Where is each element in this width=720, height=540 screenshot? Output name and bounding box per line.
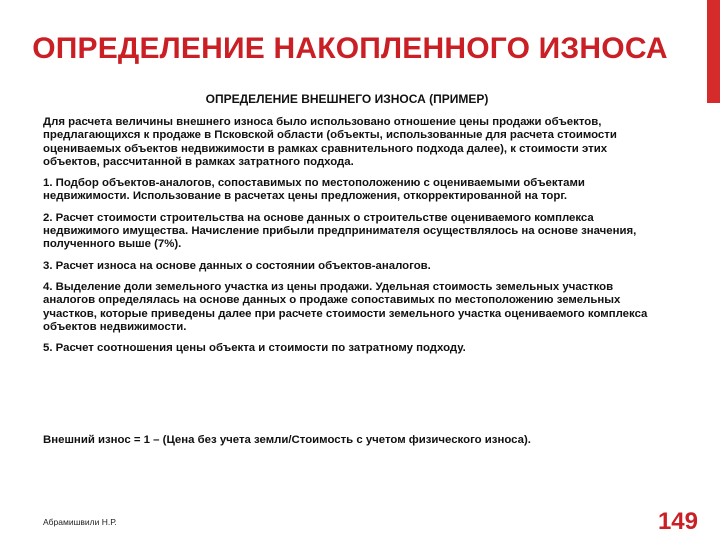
formula: Внешний износ = 1 – (Цена без учета земли/Стоимость с учетом физического износа). xyxy=(43,434,531,446)
step-item: 4. Выделение доли земельного участка из цены продажи. Удельная стоимость земельных участков аналогов определялась на основе данных о продаже сопоставимых по местоположению земельных участков, которые приведены далее при расчете стоимости земельного участка оцениваемого комплекса объектов недвижимости. xyxy=(43,280,648,333)
intro-paragraph: Для расчета величины внешнего износа было использовано отношение цены продажи объектов, предлагающихся к продаже в Псковской области (объекты, использованные для расчета стоимости оцениваемых объектов недвижимости в рамках сравнительного подхода далее), к стоимости этих объектов, рассчитанной в рамках затратного подхода. xyxy=(43,116,617,168)
step-item: 1. Подбор объектов-аналогов, сопоставимых по местоположению с оцениваемыми объектами недвижимости. Использование в расчетах цены предложения, откорректированной на торг. xyxy=(43,177,585,203)
step-item: 5. Расчет соотношения цены объекта и стоимости по затратному подходу. xyxy=(43,342,466,355)
slide-content xyxy=(43,92,651,363)
slide-subtitle: ОПРЕДЕЛЕНИЕ ВНЕШНЕГО ИЗНОСА (ПРИМЕР) xyxy=(205,92,489,106)
accent-bar xyxy=(707,0,720,103)
author: Абрамишвили Н.Р. xyxy=(43,517,117,527)
step-item: 3. Расчет износа на основе данных о состоянии объектов-аналогов. xyxy=(43,259,431,272)
slide-title: ОПРЕДЕЛЕНИЕ НАКОПЛЕННОГО ИЗНОСА xyxy=(32,32,668,65)
page-number: 149 xyxy=(657,508,698,535)
step-item: 2. Расчет стоимости строительства на основе данных о строительстве оцениваемого комплекса недвижимого имущества. Начисление прибыли предпринимателя осуществлялось на основе значения, полученного выше (7%). xyxy=(43,211,637,251)
